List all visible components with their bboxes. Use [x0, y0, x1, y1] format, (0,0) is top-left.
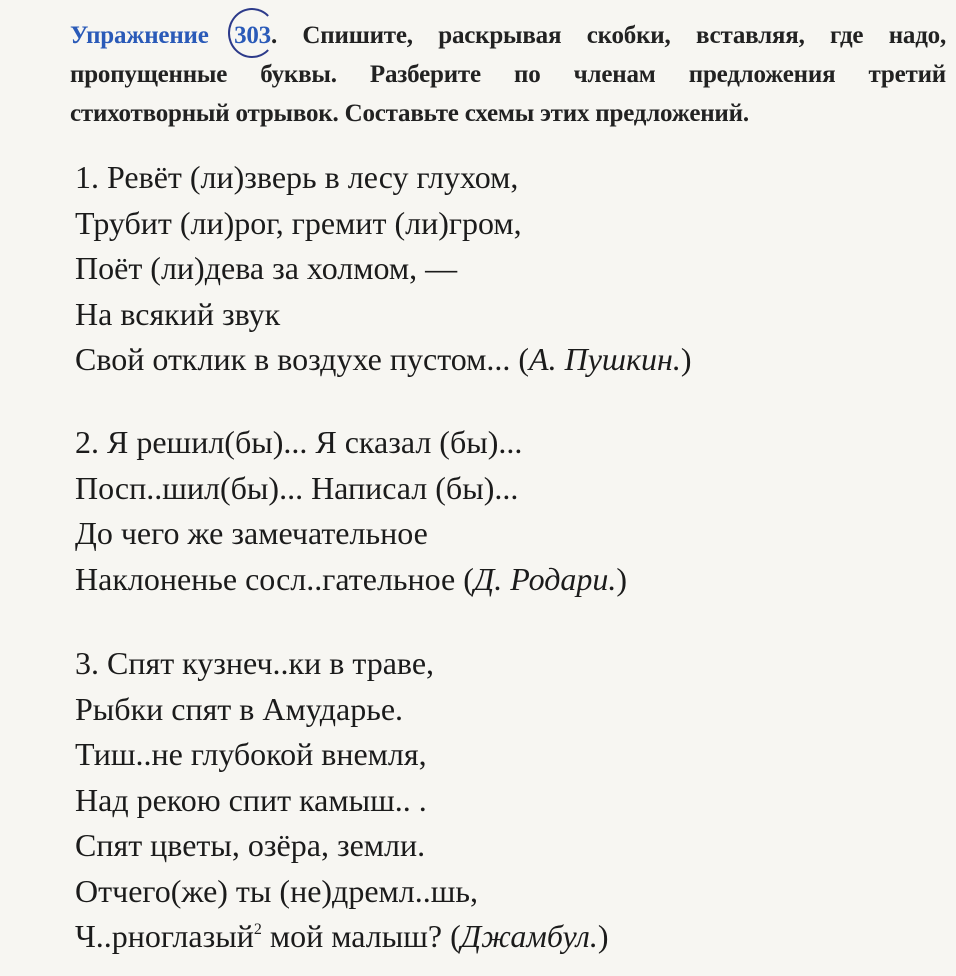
poem-line [75, 914, 608, 960]
poem-line: На всякий звук [75, 295, 281, 332]
poem-line: Над рекою спит камыш.. . [75, 781, 427, 818]
line-text: Ч..рноглазый [75, 918, 254, 954]
exercise-label: Упражнение [70, 22, 209, 49]
author-name: А. Пушкин. [529, 341, 681, 377]
line-text: Наклоненье сосл..гательное ( [75, 560, 474, 597]
poem-line: Рыбки спят в Амударье. [75, 690, 404, 727]
line-close: ) [680, 341, 692, 377]
stanza-3 [75, 641, 608, 960]
author-name: Д. Родари. [473, 560, 617, 597]
line-text: Свой отклик в воздухе пустом... ( [75, 341, 530, 377]
poem-line: Посп..шил(бы)... Написал (бы)... [75, 469, 519, 506]
author-name: Джамбул. [460, 918, 598, 954]
poem-line: До чего же замечательное [75, 515, 428, 551]
poem-line: Трубит (ли)рог, гремит (ли)гром, [75, 204, 522, 241]
exercise-instructions [70, 16, 946, 133]
instructions-text: . Спишите, раскрывая скобки, вставляя, где надо, пропущенные буквы. Разберите по членам предложения третий стихотворный отрывок. Составьте схемы этих предложений. [70, 22, 946, 127]
poem-line: Поёт (ли)дева за холмом, — [75, 250, 458, 286]
poem-line: 1. Ревёт (ли)зверь в лесу глухом, [75, 159, 519, 195]
line-close: ) [597, 918, 609, 954]
exercise-number: 303 [234, 22, 271, 49]
poem-line [75, 557, 627, 603]
poem-line: Тиш..не глубокой внемля, [75, 736, 427, 772]
poem-line: Спят цветы, озёра, земли. [75, 827, 426, 863]
poem-line: Отчего(же) ты (не)дремл..шь, [75, 872, 478, 909]
stanza-1 [75, 155, 692, 383]
line-text-continued: мой малыш? ( [261, 918, 461, 954]
poem-line: 2. Я решил(бы)... Я сказал (бы)... [75, 424, 523, 460]
poem-line [75, 337, 692, 383]
line-close: ) [616, 560, 628, 597]
stanza-2 [75, 420, 627, 602]
poem-line: 3. Спят кузнеч..ки в траве, [75, 645, 435, 681]
footnote-marker: 2 [253, 921, 262, 938]
